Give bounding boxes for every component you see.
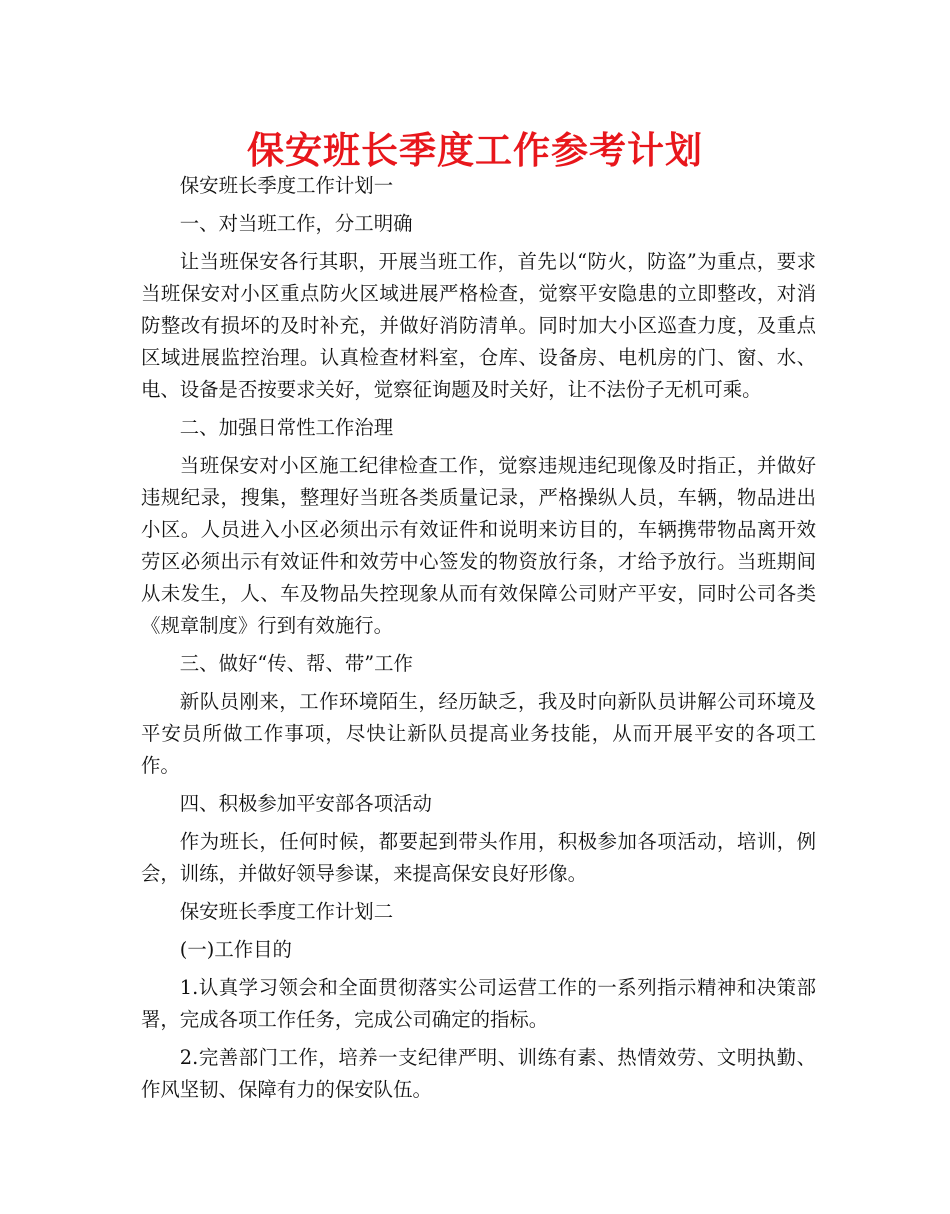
numbered-item-2: 2.完善部门工作，培养一支纪律严明、训练有素、热情效劳、文明执勤、作风坚韧、保障有力的保安队伍。 <box>141 1046 816 1101</box>
body-paragraph: 新队员刚来，工作环境陌生，经历缺乏，我及时向新队员讲解公司环境及平安员所做工作事项，尽快让新队员提高业务技能，从而开展平安的各项工作。 <box>141 690 816 777</box>
section-heading-1: 一、对当班工作，分工明确 <box>179 212 413 235</box>
section-heading-4: 四、积极参加平安部各项活动 <box>179 792 432 815</box>
section-heading-3: 三、做好“传、帮、带”工作 <box>179 652 413 675</box>
plan-two-heading: 保安班长季度工作计划二 <box>179 900 394 923</box>
body-paragraph: 作为班长，任何时候，都要起到带头作用，积极参加各项活动，培训，例会，训练，并做好领导参谋，来提高保安良好形像。 <box>141 830 816 885</box>
subsection-heading: (一)工作目的 <box>179 938 292 961</box>
body-paragraph: 让当班保安各行其职，开展当班工作，首先以“防火，防盗”为重点，要求当班保安对小区重点防火区域进展严格检查，觉察平安隐患的立即整改，对消防整改有损坏的及时补充，并做好消防清单。同时加大小区巡查力度，及重点区域进展监控治理。认真检查材料室，仓库、设备房、电机房的门、窗、水、电、设备是否按要求关好，觉察征询题及时关好，让不法份子无机可乘。 <box>141 250 816 401</box>
plan-one-heading: 保安班长季度工作计划一 <box>179 174 394 197</box>
document-title: 保安班长季度工作参考计划 <box>247 129 703 172</box>
body-paragraph: 当班保安对小区施工纪律检查工作，觉察违规违纪现像及时指正，并做好违规纪录，搜集，整理好当班各类质量记录，严格操纵人员，车辆，物品进出小区。人员进入小区必须出示有效证件和说明来访目的，车辆携带物品离开效劳区必须出示有效证件和效劳中心签发的物资放行条，才给予放行。当班期间从未发生，人、车及物品失控现象从而有效保障公司财产平安，同时公司各类《规章制度》行到有效施行。 <box>141 454 816 637</box>
numbered-item-1: 1.认真学习领会和全面贯彻落实公司运营工作的一系列指示精神和决策部署，完成各项工作任务，完成公司确定的指标。 <box>141 976 816 1031</box>
section-heading-2: 二、加强日常性工作治理 <box>179 416 394 439</box>
document-body <box>141 170 816 1112</box>
